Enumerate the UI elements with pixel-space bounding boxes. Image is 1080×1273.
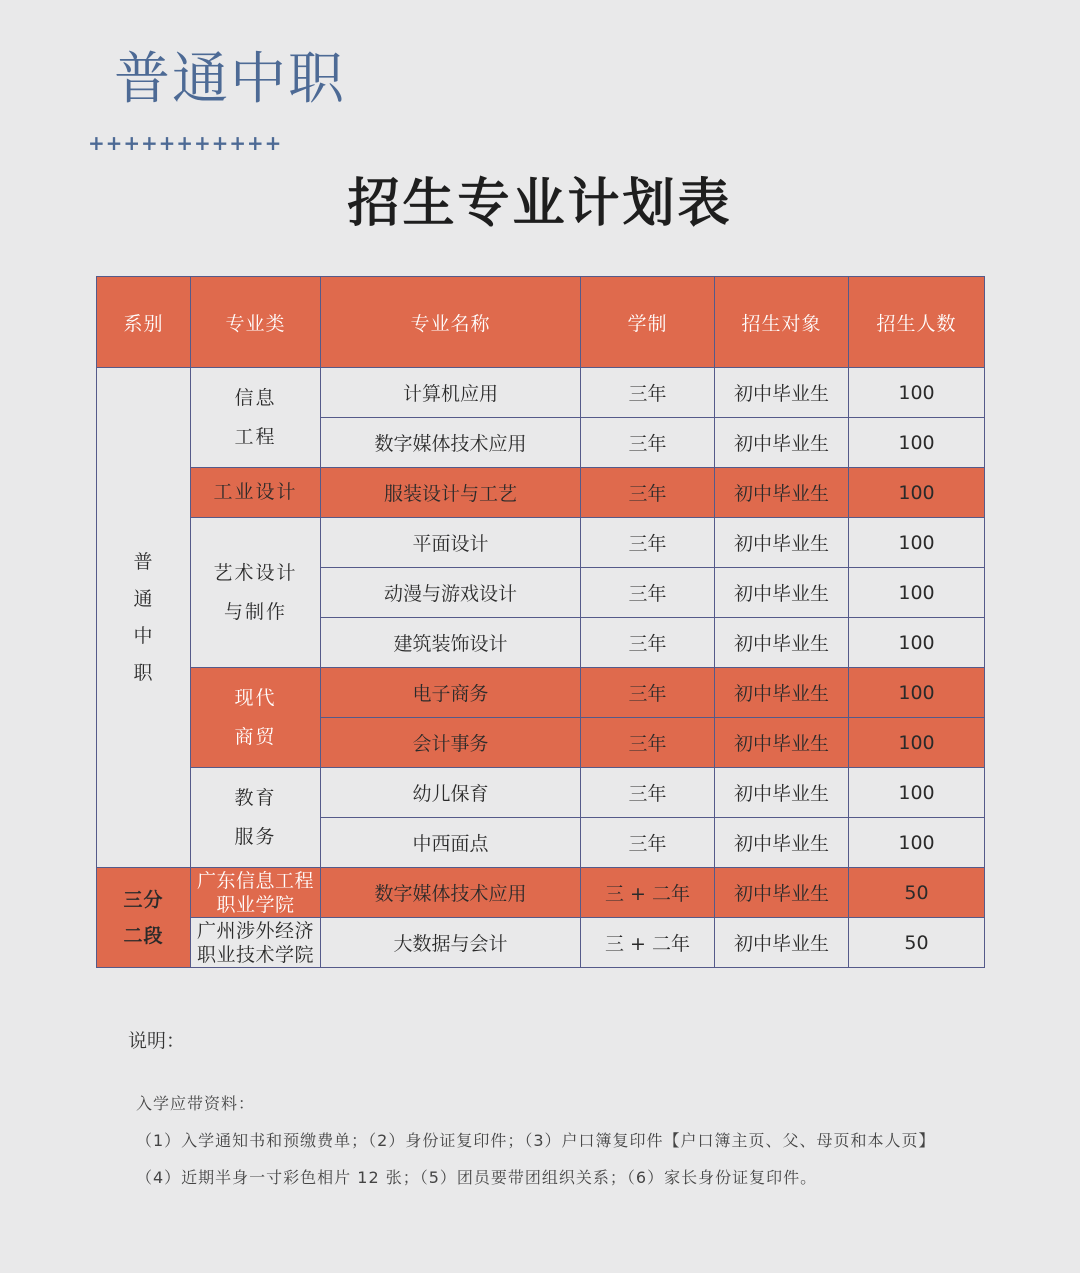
- table-row: [97, 918, 985, 968]
- duration-cell: 三年: [581, 668, 715, 718]
- table-row-highlighted: [97, 668, 985, 718]
- count-cell: 100: [849, 518, 985, 568]
- duration-cell: 三年: [581, 568, 715, 618]
- major-name-cell: 平面设计: [321, 518, 581, 568]
- major-name-cell: 会计事务: [321, 718, 581, 768]
- column-header: 招生对象: [715, 277, 849, 368]
- category-cell: 现代 商贸: [191, 668, 321, 768]
- target-cell: 初中毕业生: [715, 818, 849, 868]
- column-header: 专业类: [191, 277, 321, 368]
- major-name-cell: 计算机应用: [321, 368, 581, 418]
- duration-cell: 三年: [581, 768, 715, 818]
- target-cell: 初中毕业生: [715, 518, 849, 568]
- table-row: [97, 518, 985, 568]
- count-cell: 100: [849, 618, 985, 668]
- count-cell: 100: [849, 718, 985, 768]
- college-cell: 广州涉外经济 职业技术学院: [191, 918, 321, 968]
- count-cell: 100: [849, 668, 985, 718]
- table-row: [97, 768, 985, 818]
- major-name-cell: 数字媒体技术应用: [321, 868, 581, 918]
- duration-cell: 三 + 二年: [581, 868, 715, 918]
- count-cell: 50: [849, 868, 985, 918]
- category-cell: 工业设计: [191, 468, 321, 518]
- notes-intro: 入学应带资料：: [136, 1094, 256, 1113]
- count-cell: 100: [849, 818, 985, 868]
- duration-cell: 三年: [581, 418, 715, 468]
- duration-cell: 三年: [581, 718, 715, 768]
- column-header: 专业名称: [321, 277, 581, 368]
- college-cell: 广东信息工程 职业学院: [191, 868, 321, 918]
- major-name-cell: 建筑装饰设计: [321, 618, 581, 668]
- duration-cell: 三年: [581, 818, 715, 868]
- table-row-highlighted: [97, 468, 985, 518]
- enrollment-plan-table: [96, 276, 985, 968]
- notes-label: 说明：: [128, 1030, 186, 1052]
- duration-cell: 三年: [581, 368, 715, 418]
- major-name-cell: 中西面点: [321, 818, 581, 868]
- column-header: 系别: [97, 277, 191, 368]
- target-cell: 初中毕业生: [715, 418, 849, 468]
- target-cell: 初中毕业生: [715, 368, 849, 418]
- count-cell: 100: [849, 568, 985, 618]
- series-cell: 三分 二段: [97, 868, 191, 968]
- target-cell: 初中毕业生: [715, 868, 849, 918]
- notes-line: （1）入学通知书和预缴费单；（2）身份证复印件；（3）户口簿复印件【户口簿主页、父、母页和本人页】: [136, 1131, 936, 1150]
- table-row: [97, 368, 985, 418]
- table-title: 招生专业计划表: [347, 174, 733, 234]
- series-cell: 普 通 中 职: [97, 368, 191, 868]
- target-cell: 初中毕业生: [715, 468, 849, 518]
- major-name-cell: 服装设计与工艺: [321, 468, 581, 518]
- target-cell: 初中毕业生: [715, 768, 849, 818]
- major-name-cell: 动漫与游戏设计: [321, 568, 581, 618]
- major-name-cell: 电子商务: [321, 668, 581, 718]
- notes-section: [128, 1026, 1028, 1202]
- duration-cell: 三 + 二年: [581, 918, 715, 968]
- target-cell: 初中毕业生: [715, 668, 849, 718]
- target-cell: 初中毕业生: [715, 618, 849, 668]
- target-cell: 初中毕业生: [715, 568, 849, 618]
- major-name-cell: 幼儿保育: [321, 768, 581, 818]
- page-heading: 普通中职: [114, 47, 346, 112]
- duration-cell: 三年: [581, 518, 715, 568]
- notes-line: （4）近期半身一寸彩色相片 12 张；（5）团员要带团组织关系；（6）家长身份证复印件。: [136, 1168, 818, 1187]
- category-cell: 教育 服务: [191, 768, 321, 868]
- duration-cell: 三年: [581, 468, 715, 518]
- target-cell: 初中毕业生: [715, 918, 849, 968]
- duration-cell: 三年: [581, 618, 715, 668]
- target-cell: 初中毕业生: [715, 718, 849, 768]
- count-cell: 50: [849, 918, 985, 968]
- plus-decoration: +++++++++++: [88, 131, 283, 155]
- column-header: 招生人数: [849, 277, 985, 368]
- major-name-cell: 数字媒体技术应用: [321, 418, 581, 468]
- category-cell: 信息 工程: [191, 368, 321, 468]
- major-name-cell: 大数据与会计: [321, 918, 581, 968]
- count-cell: 100: [849, 468, 985, 518]
- table-header-row: [97, 277, 985, 368]
- count-cell: 100: [849, 768, 985, 818]
- column-header: 学制: [581, 277, 715, 368]
- table-row-highlighted: [97, 868, 985, 918]
- count-cell: 100: [849, 368, 985, 418]
- count-cell: 100: [849, 418, 985, 468]
- category-cell: 艺术设计 与制作: [191, 518, 321, 668]
